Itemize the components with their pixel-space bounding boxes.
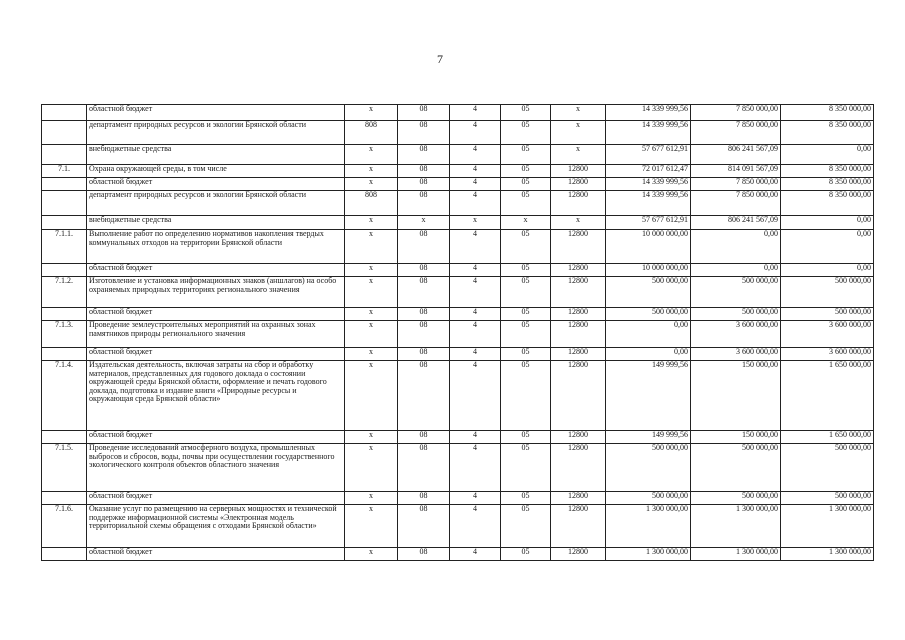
- col-amount-2: 1 300 000,00: [691, 548, 781, 561]
- col-pr: x: [450, 216, 501, 230]
- col-rz: 08: [398, 121, 450, 145]
- table-row: [42, 444, 874, 492]
- col-cs: 05: [501, 191, 551, 216]
- col-cs: 05: [501, 277, 551, 308]
- col-pr: 4: [450, 431, 501, 444]
- col-rz: 08: [398, 308, 450, 321]
- col-amount-2: 500 000,00: [691, 444, 781, 492]
- col-rz: 08: [398, 444, 450, 492]
- col-rz: 08: [398, 105, 450, 121]
- col-vr: 12800: [551, 178, 606, 191]
- col-amount-2: 7 850 000,00: [691, 105, 781, 121]
- row-number: [42, 121, 87, 145]
- col-vr: 12800: [551, 165, 606, 178]
- col-cs: 05: [501, 444, 551, 492]
- col-rz: 08: [398, 431, 450, 444]
- col-vr: 12800: [551, 264, 606, 277]
- col-rz: 08: [398, 361, 450, 431]
- row-name: областной бюджет: [87, 548, 345, 561]
- col-pr: 4: [450, 492, 501, 505]
- col-pr: 4: [450, 121, 501, 145]
- col-vr: 12800: [551, 548, 606, 561]
- col-grbs: x: [345, 216, 398, 230]
- col-cs: x: [501, 216, 551, 230]
- row-number: 7.1.5.: [42, 444, 87, 492]
- col-amount-3: 8 350 000,00: [781, 105, 874, 121]
- row-number: [42, 264, 87, 277]
- col-grbs: x: [345, 431, 398, 444]
- col-cs: 05: [501, 165, 551, 178]
- col-amount-1: 500 000,00: [606, 277, 691, 308]
- col-amount-2: 7 850 000,00: [691, 191, 781, 216]
- row-name: областной бюджет: [87, 308, 345, 321]
- row-name: Издательская деятельность, включая затраты на сбор и обработку материалов, представленных для годового доклада о состоянии окружающей среды Брянской области, оформление и печать годового доклада, подготовка и издание книги «Природные ресурсы и окружающая среда Брянской области»: [87, 361, 345, 431]
- col-amount-1: 1 300 000,00: [606, 505, 691, 548]
- col-amount-2: 7 850 000,00: [691, 178, 781, 191]
- table-row: [42, 121, 874, 145]
- col-vr: 12800: [551, 277, 606, 308]
- col-grbs: x: [345, 230, 398, 264]
- table-row: [42, 348, 874, 361]
- col-pr: 4: [450, 165, 501, 178]
- row-name: Охрана окружающей среды, в том числе: [87, 165, 345, 178]
- col-rz: 08: [398, 348, 450, 361]
- col-amount-3: 0,00: [781, 145, 874, 165]
- row-name: областной бюджет: [87, 178, 345, 191]
- table-row: [42, 264, 874, 277]
- row-name: областной бюджет: [87, 264, 345, 277]
- col-vr: 12800: [551, 308, 606, 321]
- col-amount-3: 3 600 000,00: [781, 348, 874, 361]
- table-row: [42, 548, 874, 561]
- col-amount-3: 500 000,00: [781, 277, 874, 308]
- col-rz: 08: [398, 145, 450, 165]
- col-pr: 4: [450, 105, 501, 121]
- col-grbs: x: [345, 444, 398, 492]
- col-amount-3: 8 350 000,00: [781, 191, 874, 216]
- col-grbs: x: [345, 105, 398, 121]
- table-row: [42, 361, 874, 431]
- col-grbs: x: [345, 277, 398, 308]
- row-name: Проведение землеустроительных мероприятий на охранных зонах памятников природы регионального значения: [87, 321, 345, 348]
- row-name: Изготовление и установка информационных знаков (аншлагов) на особо охраняемых природных территориях регионального значения: [87, 277, 345, 308]
- row-number: 7.1.: [42, 165, 87, 178]
- col-pr: 4: [450, 321, 501, 348]
- row-name: Проведение исследований атмосферного воздуха, промышленных выбросов и сбросов, воды, почвы при осуществлении государственного экологического контроля объектов областного значения: [87, 444, 345, 492]
- col-rz: 08: [398, 165, 450, 178]
- col-amount-3: 500 000,00: [781, 492, 874, 505]
- col-amount-1: 149 999,56: [606, 361, 691, 431]
- col-amount-1: 500 000,00: [606, 492, 691, 505]
- row-name: областной бюджет: [87, 492, 345, 505]
- table-row: [42, 505, 874, 548]
- col-vr: 12800: [551, 361, 606, 431]
- col-amount-1: 149 999,56: [606, 431, 691, 444]
- row-name: областной бюджет: [87, 348, 345, 361]
- col-grbs: 808: [345, 121, 398, 145]
- table-row: [42, 216, 874, 230]
- col-amount-2: 500 000,00: [691, 492, 781, 505]
- col-amount-1: 500 000,00: [606, 444, 691, 492]
- col-amount-3: 0,00: [781, 264, 874, 277]
- row-number: 7.1.2.: [42, 277, 87, 308]
- row-name: внебюджетные средства: [87, 216, 345, 230]
- col-pr: 4: [450, 264, 501, 277]
- col-rz: 08: [398, 277, 450, 308]
- col-pr: 4: [450, 548, 501, 561]
- col-amount-2: 7 850 000,00: [691, 121, 781, 145]
- col-amount-2: 500 000,00: [691, 308, 781, 321]
- col-cs: 05: [501, 321, 551, 348]
- col-pr: 4: [450, 505, 501, 548]
- col-amount-3: 0,00: [781, 230, 874, 264]
- col-amount-1: 0,00: [606, 348, 691, 361]
- row-number: 7.1.6.: [42, 505, 87, 548]
- row-number: [42, 216, 87, 230]
- col-grbs: x: [345, 348, 398, 361]
- col-grbs: x: [345, 165, 398, 178]
- col-rz: 08: [398, 191, 450, 216]
- row-number: [42, 492, 87, 505]
- col-cs: 05: [501, 431, 551, 444]
- col-vr: x: [551, 121, 606, 145]
- col-amount-2: 1 300 000,00: [691, 505, 781, 548]
- col-cs: 05: [501, 230, 551, 264]
- col-pr: 4: [450, 191, 501, 216]
- col-amount-2: 3 600 000,00: [691, 321, 781, 348]
- col-grbs: x: [345, 178, 398, 191]
- col-amount-3: 8 350 000,00: [781, 165, 874, 178]
- col-rz: 08: [398, 321, 450, 348]
- table-row: [42, 431, 874, 444]
- row-number: [42, 431, 87, 444]
- table-row: [42, 145, 874, 165]
- row-number: 7.1.1.: [42, 230, 87, 264]
- col-pr: 4: [450, 444, 501, 492]
- col-amount-3: 500 000,00: [781, 444, 874, 492]
- col-amount-1: 0,00: [606, 321, 691, 348]
- col-cs: 05: [501, 505, 551, 548]
- col-cs: 05: [501, 178, 551, 191]
- row-name: Выполнение работ по определению нормативов накопления твердых коммунальных отходов на территории Брянской области: [87, 230, 345, 264]
- table-row: [42, 321, 874, 348]
- col-amount-3: 1 650 000,00: [781, 361, 874, 431]
- table-row: [42, 492, 874, 505]
- budget-table: [41, 104, 874, 561]
- col-pr: 4: [450, 178, 501, 191]
- row-number: [42, 191, 87, 216]
- col-cs: 05: [501, 264, 551, 277]
- col-amount-1: 10 000 000,00: [606, 264, 691, 277]
- row-name: департамент природных ресурсов и экологии Брянской области: [87, 191, 345, 216]
- col-cs: 05: [501, 105, 551, 121]
- col-amount-2: 150 000,00: [691, 361, 781, 431]
- col-amount-2: 814 091 567,09: [691, 165, 781, 178]
- col-cs: 05: [501, 548, 551, 561]
- table-row: [42, 105, 874, 121]
- col-amount-1: 57 677 612,91: [606, 145, 691, 165]
- col-rz: 08: [398, 492, 450, 505]
- col-grbs: x: [345, 264, 398, 277]
- col-rz: 08: [398, 178, 450, 191]
- col-cs: 05: [501, 121, 551, 145]
- col-amount-3: 8 350 000,00: [781, 121, 874, 145]
- col-grbs: x: [345, 308, 398, 321]
- col-rz: 08: [398, 264, 450, 277]
- row-number: [42, 105, 87, 121]
- row-name: Оказание услуг по размещению на серверных мощностях и технической поддержке информационной системы «Электронная модель территориальной схемы обращения с отходами Брянской области»: [87, 505, 345, 548]
- col-rz: x: [398, 216, 450, 230]
- col-amount-1: 14 339 999,56: [606, 191, 691, 216]
- col-amount-3: 1 300 000,00: [781, 505, 874, 548]
- col-amount-1: 14 339 999,56: [606, 121, 691, 145]
- col-cs: 05: [501, 145, 551, 165]
- table-row: [42, 308, 874, 321]
- col-vr: 12800: [551, 492, 606, 505]
- col-vr: 12800: [551, 321, 606, 348]
- col-amount-2: 0,00: [691, 264, 781, 277]
- col-vr: x: [551, 145, 606, 165]
- col-pr: 4: [450, 277, 501, 308]
- col-amount-2: 806 241 567,09: [691, 145, 781, 165]
- col-amount-3: 3 600 000,00: [781, 321, 874, 348]
- col-amount-2: 0,00: [691, 230, 781, 264]
- col-amount-1: 10 000 000,00: [606, 230, 691, 264]
- col-vr: 12800: [551, 444, 606, 492]
- col-rz: 08: [398, 505, 450, 548]
- col-cs: 05: [501, 348, 551, 361]
- table-row: [42, 230, 874, 264]
- col-vr: 12800: [551, 191, 606, 216]
- col-pr: 4: [450, 230, 501, 264]
- col-amount-1: 14 339 999,56: [606, 105, 691, 121]
- row-name: внебюджетные средства: [87, 145, 345, 165]
- col-rz: 08: [398, 548, 450, 561]
- col-amount-3: 500 000,00: [781, 308, 874, 321]
- col-amount-3: 1 300 000,00: [781, 548, 874, 561]
- row-name: областной бюджет: [87, 431, 345, 444]
- row-number: [42, 308, 87, 321]
- row-name: департамент природных ресурсов и экологии Брянской области: [87, 121, 345, 145]
- col-amount-1: 500 000,00: [606, 308, 691, 321]
- row-number: 7.1.4.: [42, 361, 87, 431]
- col-amount-1: 1 300 000,00: [606, 548, 691, 561]
- col-vr: 12800: [551, 431, 606, 444]
- row-number: [42, 348, 87, 361]
- col-amount-1: 57 677 612,91: [606, 216, 691, 230]
- col-amount-3: 1 650 000,00: [781, 431, 874, 444]
- row-number: [42, 145, 87, 165]
- col-amount-3: 8 350 000,00: [781, 178, 874, 191]
- col-vr: 12800: [551, 505, 606, 548]
- col-amount-2: 500 000,00: [691, 277, 781, 308]
- row-number: 7.1.3.: [42, 321, 87, 348]
- page-number: 7: [437, 52, 443, 66]
- col-amount-1: 14 339 999,56: [606, 178, 691, 191]
- col-grbs: x: [345, 361, 398, 431]
- col-rz: 08: [398, 230, 450, 264]
- col-vr: 12800: [551, 230, 606, 264]
- table-row: [42, 165, 874, 178]
- col-grbs: 808: [345, 191, 398, 216]
- row-number: [42, 548, 87, 561]
- col-cs: 05: [501, 361, 551, 431]
- col-pr: 4: [450, 145, 501, 165]
- col-grbs: x: [345, 321, 398, 348]
- row-number: [42, 178, 87, 191]
- col-vr: 12800: [551, 348, 606, 361]
- col-grbs: x: [345, 548, 398, 561]
- table-row: [42, 277, 874, 308]
- col-amount-2: 3 600 000,00: [691, 348, 781, 361]
- col-amount-1: 72 017 612,47: [606, 165, 691, 178]
- col-pr: 4: [450, 348, 501, 361]
- table-row: [42, 191, 874, 216]
- col-vr: x: [551, 216, 606, 230]
- col-vr: x: [551, 105, 606, 121]
- table-row: [42, 178, 874, 191]
- col-grbs: x: [345, 145, 398, 165]
- col-cs: 05: [501, 308, 551, 321]
- row-name: областной бюджет: [87, 105, 345, 121]
- col-pr: 4: [450, 361, 501, 431]
- col-cs: 05: [501, 492, 551, 505]
- col-amount-2: 150 000,00: [691, 431, 781, 444]
- col-grbs: x: [345, 505, 398, 548]
- col-pr: 4: [450, 308, 501, 321]
- col-grbs: x: [345, 492, 398, 505]
- col-amount-2: 806 241 567,09: [691, 216, 781, 230]
- col-amount-3: 0,00: [781, 216, 874, 230]
